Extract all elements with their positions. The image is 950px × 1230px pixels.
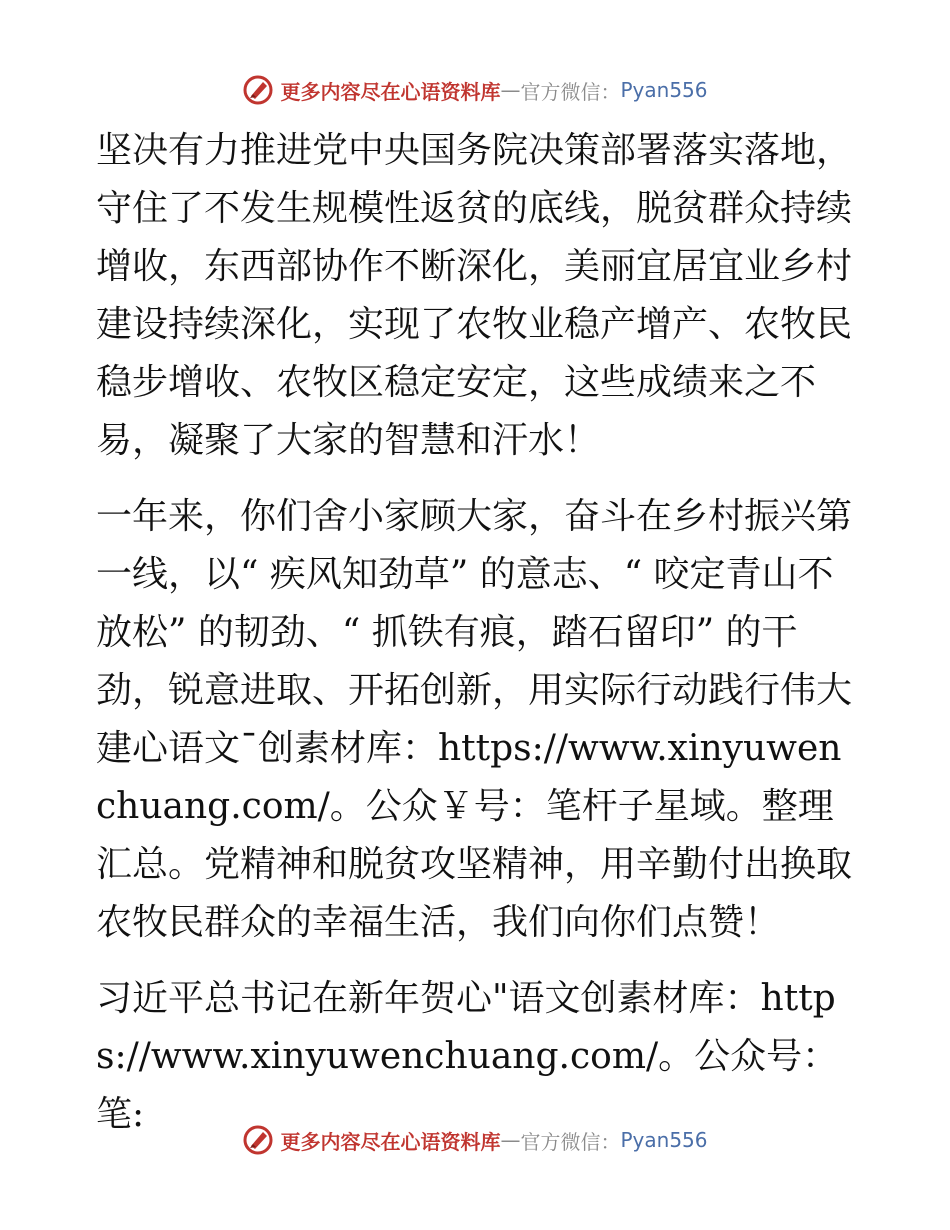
brand-logo-icon — [242, 1124, 274, 1156]
banner-wechat-id: Pyan556 — [620, 1128, 708, 1152]
header-banner — [0, 70, 950, 110]
banner-wechat-label: 官方微信： — [520, 1129, 621, 1154]
banner-wechat-label: 官方微信： — [520, 79, 621, 104]
banner-separator: — — [500, 1128, 521, 1152]
paragraph-3: 习近平总书记在新年贺心"语文创素材库：https://www.xinyuwenchuang.com/。公众号：笔: — [96, 978, 839, 1135]
banner-main-text: 更多内容尽在心语资料库 — [280, 1129, 501, 1154]
banner-main-text: 更多内容尽在心语资料库 — [280, 79, 501, 104]
brand-logo-icon — [242, 74, 274, 106]
banner-separator: — — [500, 78, 521, 102]
banner-wechat-id: Pyan556 — [620, 78, 708, 102]
document-body — [96, 122, 856, 1144]
paragraph-1: 坚决有力推进党中央国务院决策部署落实落地，守住了不发生规模性返贫的底线，脱贫群众持续增收，东西部协作不断深化，美丽宜居宜业乡村建设持续深化，实现了农牧业稳产增产、农牧民稳步增收、农牧区稳定安定，这些成绩来之不易，凝聚了大家的智慧和汗水！ — [96, 130, 853, 461]
footer-banner — [0, 1120, 950, 1160]
paragraph-2: 一年来，你们舍小家顾大家，奋斗在乡村振兴第一线，以“ 疾风知劲草” 的意志、“ 咬定青山不放松” 的韧劲、“ 抓铁有痕，踏石留印” 的干劲，锐意进取、开拓创新，用实际行动践行伟大建心语文¯创素材库：https://www.xinyuwenchuang.com/。公众￥号：笔杆子星域。整理汇总。党精神和脱贫攻坚精神，用辛勤付出换取农牧民群众的幸福生活，我们向你们点赞！ — [96, 496, 853, 943]
